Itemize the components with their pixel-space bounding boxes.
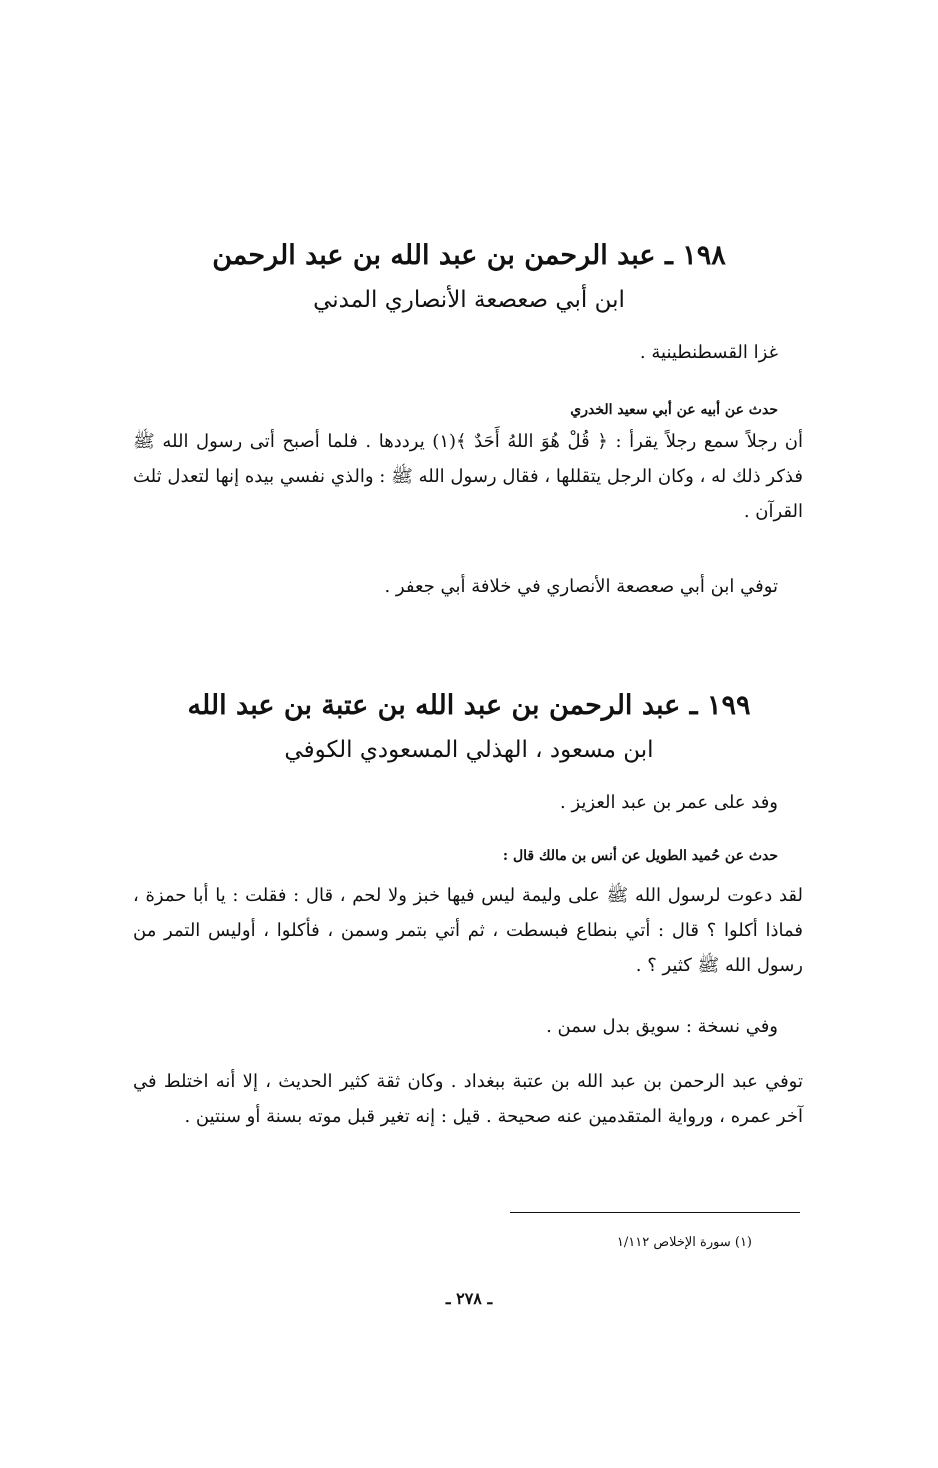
entry-199-note: وفد على عمر بن عبد العزيز . — [560, 792, 778, 813]
entry-199-hadith: لقد دعوت لرسول الله ﷺ على وليمة ليس فيها خبز ولا لحم ، قال : فقلت : يا أبا حمزة ، فماذا أكلوا ؟ قال : أتي بنطاع فبسطت ، ثم أتي بتمر وسمن ، فأكلوا ، أوليس التمر من رسول الله ﷺ كثير ؟ . — [133, 885, 803, 976]
entry-198-heading: ١٩٨ ـ عبد الرحمن بن عبد الله بن عبد الرحمن — [212, 240, 726, 271]
entry-198-death: توفي ابن أبي صعصعة الأنصاري في خلافة أبي جعفر . — [384, 576, 778, 597]
entry-198-subheading: ابن أبي صعصعة الأنصاري المدني — [313, 287, 625, 313]
entry-198-chain: حدث عن أبيه عن أبي سعيد الخدري — [570, 402, 778, 418]
entry-199-chain: حدث عن حُميد الطويل عن أنس بن مالك قال : — [502, 848, 778, 864]
entry-199-subheading: ابن مسعود ، الهذلي المسعودي الكوفي — [284, 737, 654, 763]
footnote-divider — [510, 1212, 800, 1213]
entry-198-note: غزا القسطنطينية . — [639, 342, 778, 363]
entry-199-heading: ١٩٩ ـ عبد الرحمن بن عبد الله بن عتبة بن عبد الله — [187, 690, 751, 721]
entry-199-death: توفي عبد الرحمن بن عبد الله بن عتبة ببغداد . وكان ثقة كثير الحديث ، إلا أنه اختلط في آخر عمره ، ورواية المتقدمين عنه صحيحة . قيل : إنه تغير قبل موته بسنة أو سنتين . — [133, 1071, 803, 1127]
footnote: (١) سورة الإخلاص ١/١١٢ — [616, 1235, 752, 1250]
entry-198-hadith: أن رجلاً سمع رجلاً يقرأ : ﴿ قُلْ هُوَ اللهُ أَحَدٌ ﴾(١) يرددها . فلما أصبح أتى رسول الله ﷺ فذكر ذلك له ، وكان الرجل يتقللها ، فقال رسول الله ﷺ : والذي نفسي بيده إنها لتعدل ثلث القرآن . — [133, 431, 803, 522]
page-number: ـ ٢٧٨ ـ — [445, 1289, 493, 1308]
entry-199-variant: وفي نسخة : سويق بدل سمن . — [546, 1016, 778, 1037]
